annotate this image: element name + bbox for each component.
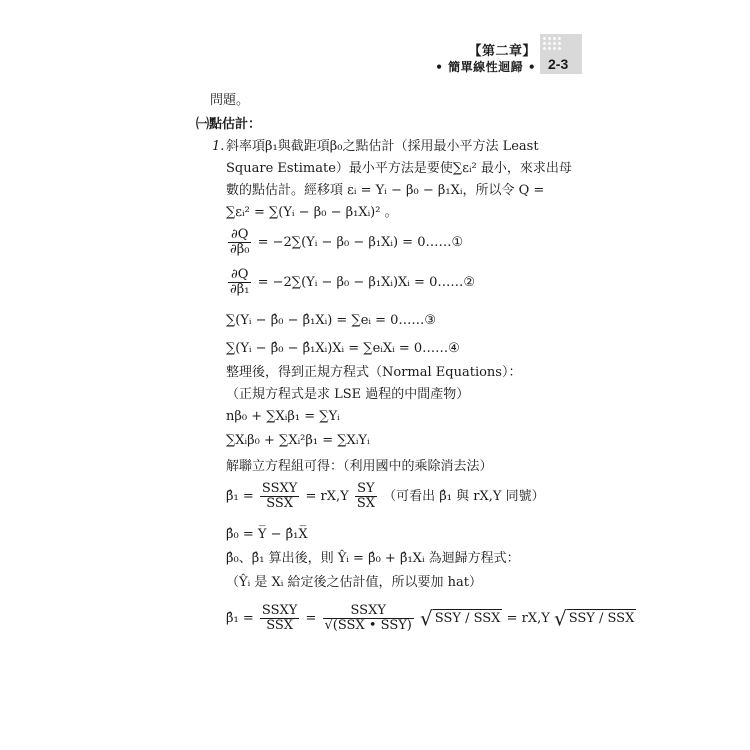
final-sqrt-2: SSY / SSX xyxy=(568,611,635,626)
beta1-note: （可看出 β̂₁ 與 rX,Y 同號） xyxy=(383,489,545,504)
beta1-fraction-2 xyxy=(355,482,377,511)
final-f1-numerator: SSXY xyxy=(261,603,298,618)
eq1-denominator: ∂β₀ xyxy=(230,242,250,257)
sqrt-icon: √ xyxy=(420,606,433,631)
equation-1 xyxy=(226,228,463,257)
final-f1-denominator: SSX xyxy=(266,618,294,633)
beta1-lhs: β̂₁ = xyxy=(226,489,254,504)
final-equation xyxy=(226,604,636,633)
final-r: = rX,Y xyxy=(506,611,550,626)
beta1-denominator-2: SX xyxy=(356,496,375,511)
beta1-equation xyxy=(226,482,545,511)
normal-equation-2: ∑Xᵢβ₀ + ∑Xᵢ²β₁ = ∑XᵢYᵢ xyxy=(226,433,370,448)
chapter-title: 【第二章】 xyxy=(468,44,536,59)
normal-equations-note: （正規方程式是求 LSE 過程的中間產物） xyxy=(226,387,470,402)
sqrt-icon: √ xyxy=(553,606,567,631)
eq2-fraction xyxy=(228,268,251,297)
final-lhs: β̂₁ = xyxy=(226,611,254,626)
eq1-rhs: = −2∑(Yᵢ − β₀ − β₁Xᵢ) = 0……① xyxy=(257,235,464,250)
dot-pattern-icon xyxy=(542,36,562,50)
final-f2-numerator: SSXY xyxy=(323,604,414,619)
equation-2 xyxy=(226,268,475,297)
beta1-denominator: SSX xyxy=(266,496,294,511)
equation-4: ∑(Yᵢ − β̂₀ − β̂₁Xᵢ)Xᵢ = ∑eᵢXᵢ = 0……④ xyxy=(226,341,460,356)
section-title: • 簡單線性迴歸 • xyxy=(435,60,536,74)
beta1-numerator-2: SY xyxy=(355,482,377,497)
item1-line1: 斜率項β₁與截距項β₀之點估計（採用最小平方法 Least xyxy=(226,139,539,154)
beta1-numerator: SSXY xyxy=(261,481,298,496)
normal-equations-text: 整理後，得到正規方程式（Normal Equations）： xyxy=(226,365,522,380)
equals-sign: = xyxy=(305,611,317,626)
eq1-fraction xyxy=(228,228,251,257)
beta1-fraction xyxy=(260,482,299,511)
item1-line2: Square Estimate）最小平方法是要使∑εᵢ² 最小，來求出母 xyxy=(226,161,572,176)
eq2-numerator: ∂Q xyxy=(228,268,251,283)
eq2-rhs: = −2∑(Yᵢ − β₀ − β₁Xᵢ)Xᵢ = 0……② xyxy=(257,275,475,290)
hat-note: （Ŷᵢ 是 Xᵢ 給定後之估計值，所以要加 hat） xyxy=(226,575,482,590)
final-fraction-2 xyxy=(323,604,414,633)
equation-3: ∑(Yᵢ − β̂₀ − β̂₁Xᵢ) = ∑eᵢ = 0……③ xyxy=(226,313,437,328)
eq1-numerator: ∂Q xyxy=(228,228,251,243)
normal-equation-1: nβ₀ + ∑Xᵢβ₁ = ∑Yᵢ xyxy=(226,409,340,424)
text-line: 問題。 xyxy=(210,93,250,108)
item1-line3: 數的點估計。經移項 εᵢ = Yᵢ − β₀ − β₁Xᵢ，所以令 Q = xyxy=(226,183,545,198)
final-f2-denominator: √(SSX • SSY) xyxy=(324,618,412,633)
eq2-denominator: ∂β₁ xyxy=(230,282,250,297)
item-number: 1. xyxy=(212,139,225,154)
item1-line4: ∑εᵢ² = ∑(Yᵢ − β₀ − β₁Xᵢ)² 。 xyxy=(226,205,398,220)
final-sqrt-1: SSY / SSX xyxy=(434,611,501,626)
regression-text: β̂₀、β̂₁ 算出後，則 Ŷᵢ = β̂₀ + β̂₁Xᵢ 為迴歸方程式： xyxy=(226,551,520,566)
solve-text: 解聯立方程組可得：（利用國中的乘除消去法） xyxy=(226,459,493,474)
beta0-equation: β̂₀ = Y̅ − β̂₁X̅ xyxy=(226,527,308,542)
page-number: 2-3 xyxy=(548,56,569,72)
final-fraction-1 xyxy=(260,604,299,633)
beta1-mid: = rX,Y xyxy=(305,489,349,504)
heading-point-estimate: ㈠點估計： xyxy=(196,117,262,132)
